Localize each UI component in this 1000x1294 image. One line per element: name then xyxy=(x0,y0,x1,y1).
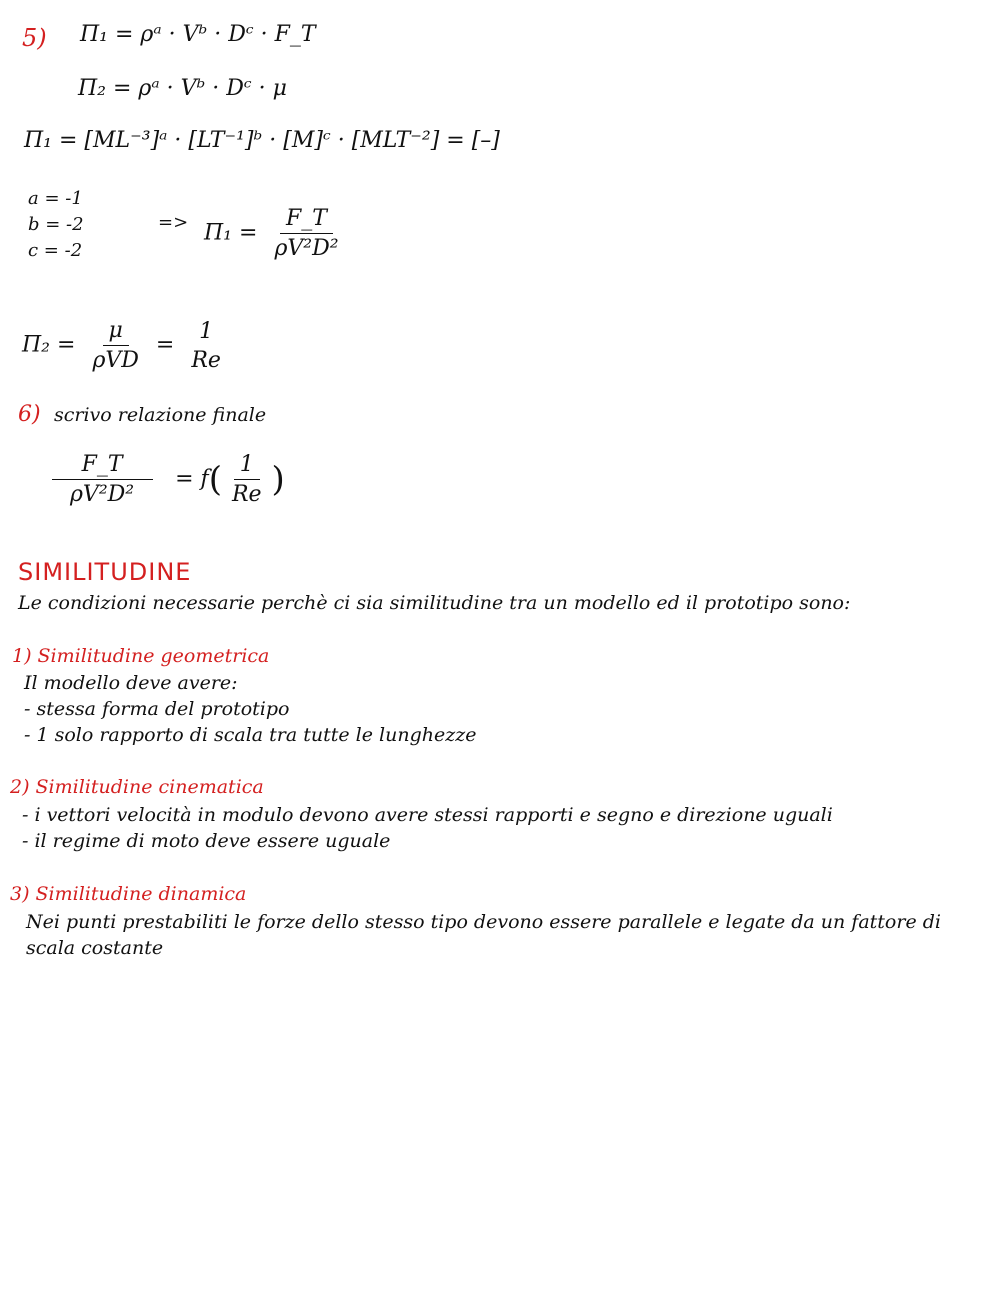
pi2-numerator: μ xyxy=(103,318,129,346)
exponent-a: a = -1 xyxy=(28,188,83,209)
section-title: SIMILITUDINE xyxy=(18,558,192,586)
pi2-result xyxy=(22,318,231,373)
pi2-equals: = xyxy=(155,332,175,358)
pi1-fraction xyxy=(268,206,344,261)
pi2-reynolds-fraction xyxy=(185,319,227,373)
geometrica-line-3: - 1 solo rapporto di scala tra tutte le lunghezze xyxy=(24,724,477,746)
step-5-label: 5) xyxy=(22,24,47,52)
exponent-b: b = -2 xyxy=(28,214,84,235)
geometrica-line-2: - stessa forma del prototipo xyxy=(24,698,290,720)
final-relation: $\frac{F\_T}{\text{ρV²D²}}$ = f( $\frac{1}{Re}$ ) xyxy=(36,452,285,507)
dinamica-line-2: scala costante xyxy=(26,937,164,959)
pi2-reynolds-numerator: 1 xyxy=(199,318,214,344)
section-intro: Le condizioni necessarie perchè ci sia similitudine tra un modello ed il prototipo sono: xyxy=(18,592,851,614)
pi1-result xyxy=(204,206,349,261)
final-arg-fraction xyxy=(226,452,268,507)
heading-dinamica: 3) Similitudine dinamica xyxy=(10,883,247,905)
final-lhs-fraction xyxy=(40,452,164,507)
pi2-denominator: ρVD xyxy=(92,348,139,373)
pi2-fraction xyxy=(86,318,144,373)
pi1-denominator: ρV²D² xyxy=(274,236,339,261)
heading-geometrica: 1) Similitudine geometrica xyxy=(12,645,270,667)
final-arg-denominator: Re xyxy=(231,482,262,507)
step-6-text: scrivo relazione finale xyxy=(54,404,267,426)
final-arg-numerator: 1 xyxy=(234,452,260,480)
final-lhs-denominator: ρV²D² xyxy=(70,482,135,507)
step-6-label: 6) xyxy=(18,402,41,427)
pi2-result-lhs: Π₂ = xyxy=(22,332,76,358)
exponent-c: c = -2 xyxy=(28,240,83,261)
heading-cinematica: 2) Similitudine cinematica xyxy=(10,776,264,798)
final-lhs-numerator: F_T xyxy=(52,452,153,480)
pi1-definition: Π₁ = ρᵃ · Vᵇ · Dᶜ · F_T xyxy=(80,22,316,47)
cinematica-line-2: - il regime di moto deve essere uguale xyxy=(22,830,391,852)
pi1-dimensional-equation: Π₁ = [ML⁻³]ᵃ · [LT⁻¹]ᵇ · [M]ᶜ · [MLT⁻²] = [–] xyxy=(24,128,500,153)
cinematica-line-1: - i vettori velocità in modulo devono avere stessi rapporti e segno e direzione uguali xyxy=(22,804,833,826)
geometrica-line-1: Il modello deve avere: xyxy=(24,672,238,694)
dinamica-line-1: Nei punti prestabiliti le forze dello stesso tipo devono essere parallele e legate da un fattore di xyxy=(26,911,941,933)
pi2-reynolds-denominator: Re xyxy=(191,347,221,373)
implies-arrow: => xyxy=(158,212,189,233)
pi1-numerator: F_T xyxy=(280,206,333,234)
pi2-definition: Π₂ = ρᵃ · Vᵇ · Dᶜ · μ xyxy=(78,76,287,101)
final-equals-f: = f xyxy=(175,466,209,492)
pi1-result-lhs: Π₁ = xyxy=(204,220,258,246)
